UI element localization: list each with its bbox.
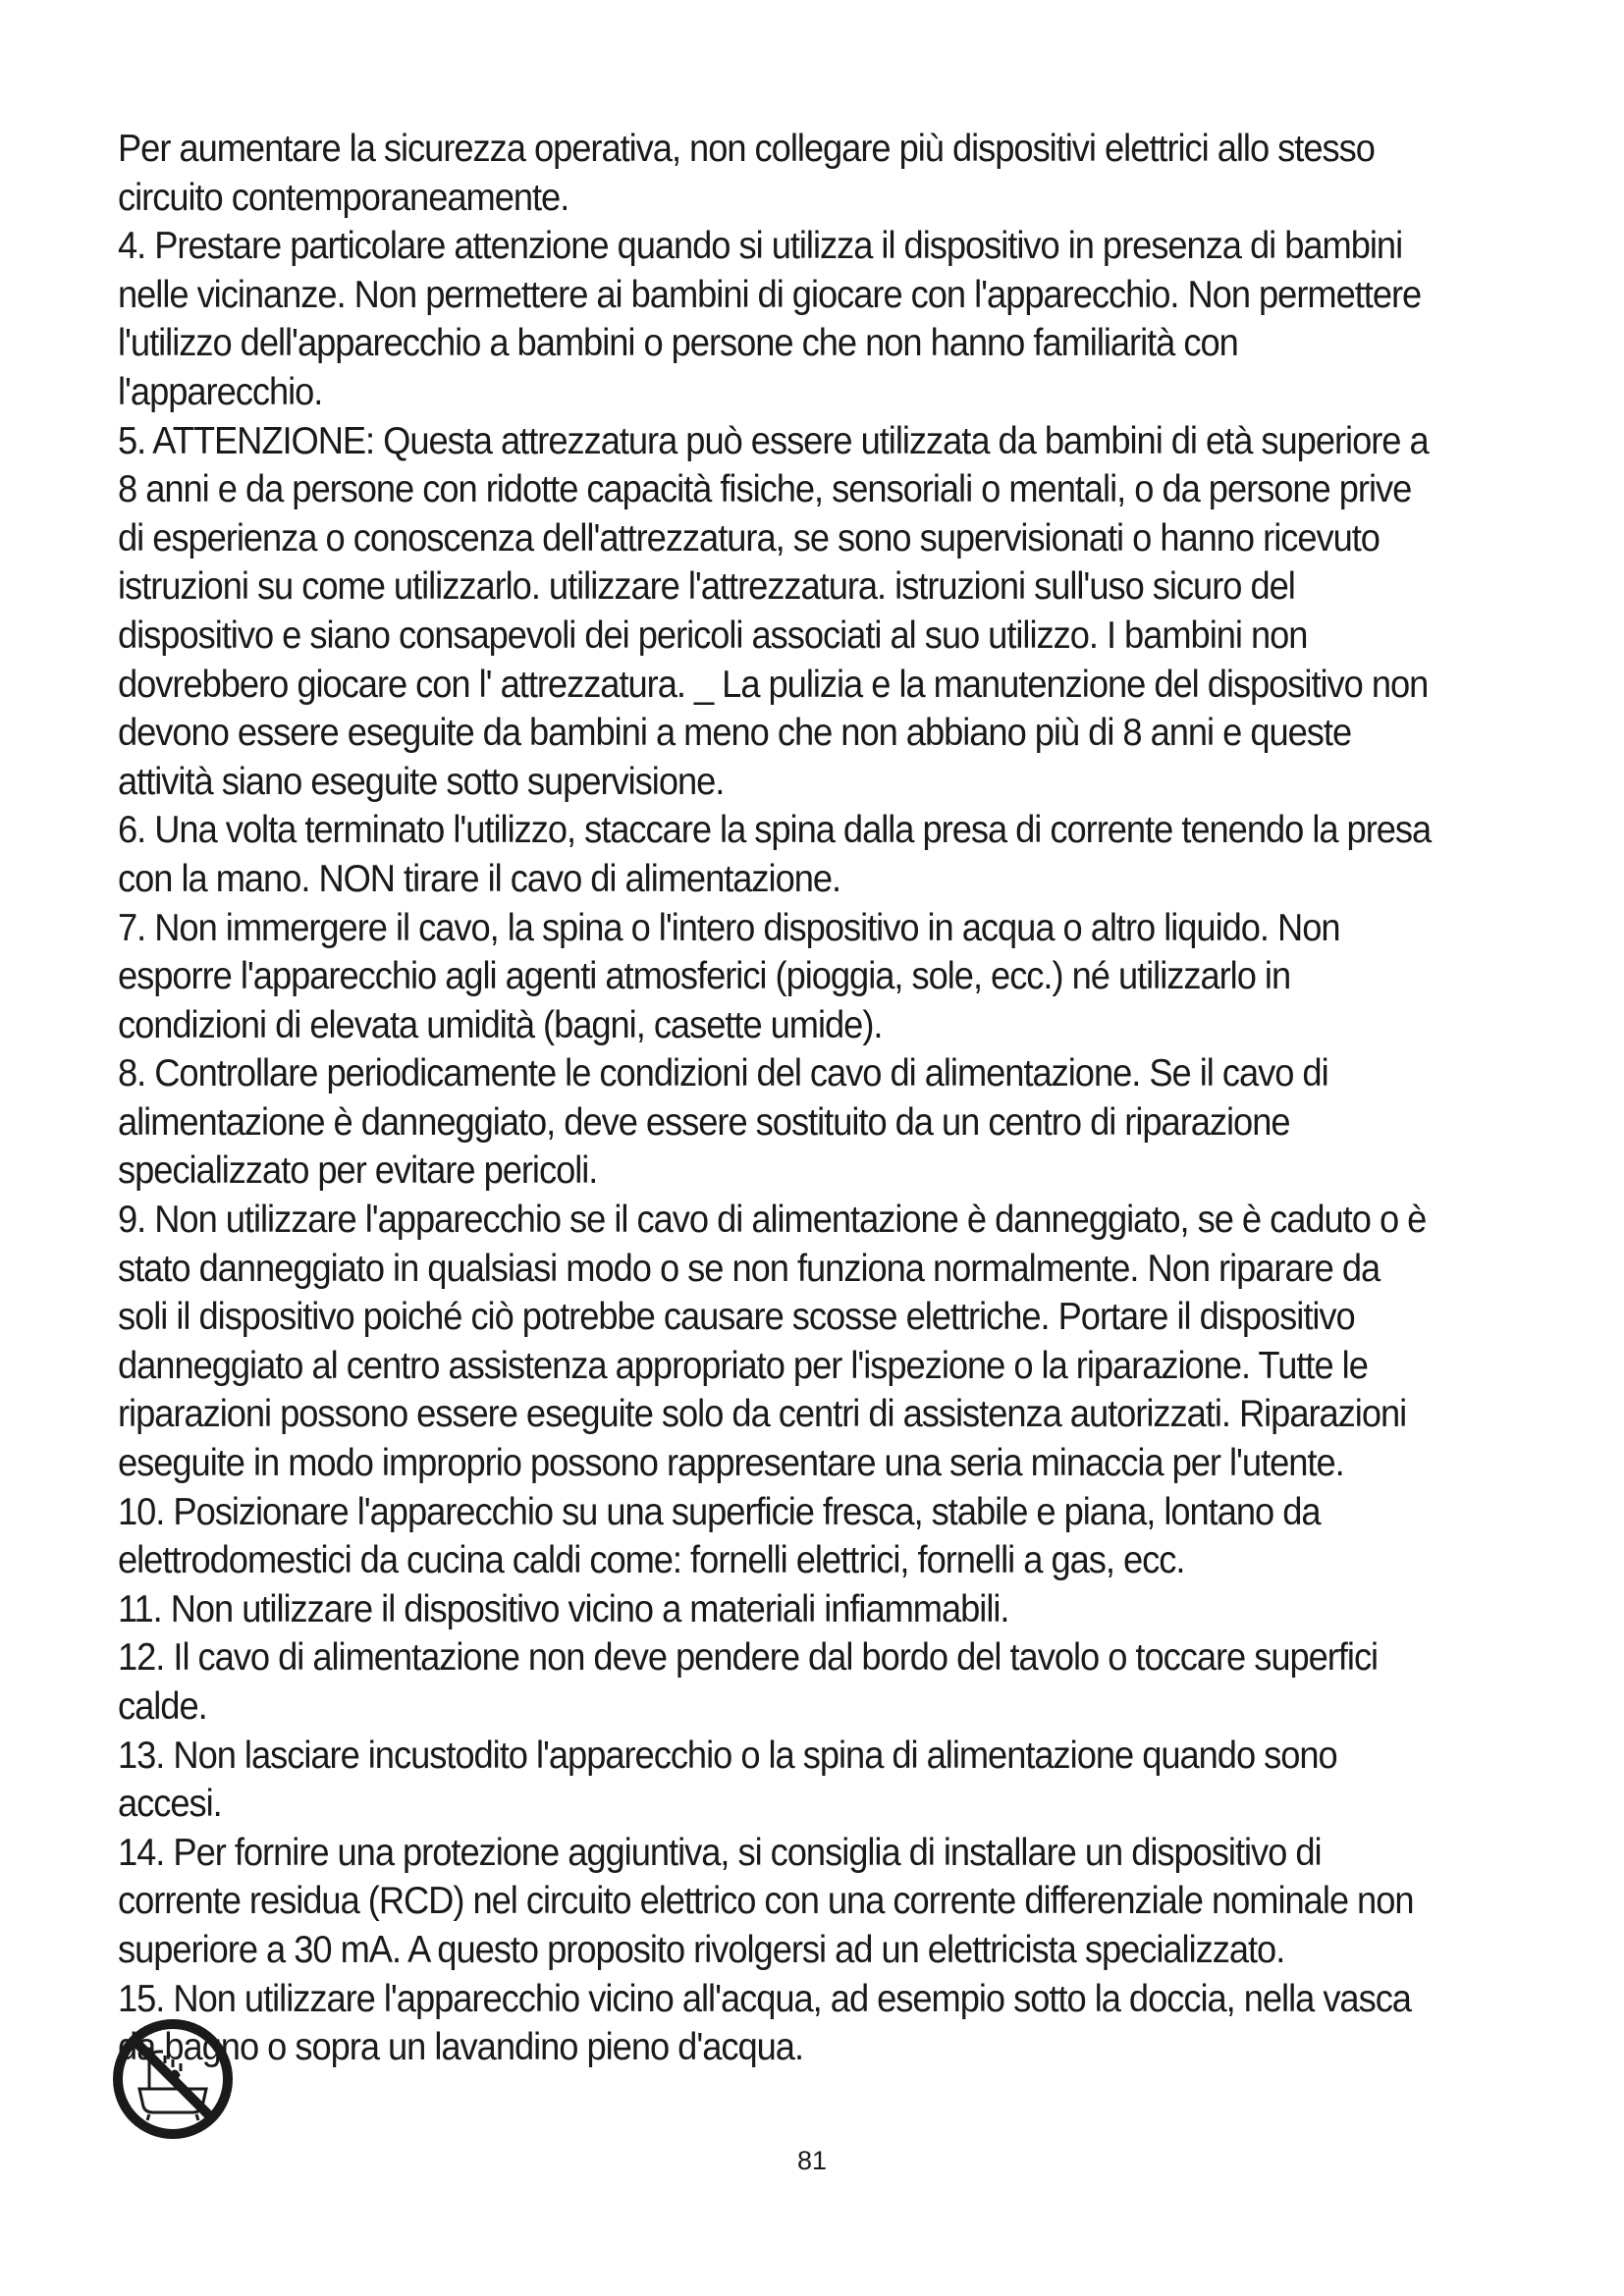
paragraph-item-4: 4. Prestare particolare attenzione quando si utilizza il dispositivo in presenza di bambini nelle vicinanze. Non permettere ai bambini di giocare con l'apparecchio. Non permettere l'utilizzo dell'apparecchio a bambini o persone che non hanno familiarità con l'apparecchio. [118,225,1422,413]
paragraph-item-14: 14. Per fornire una protezione aggiuntiva, si consiglia di installare un dispositivo di corrente residua (RCD) nel circuito elettrico con una corrente differenziale nominale non superiore a 30 mA. A questo proposito rivolgersi ad un elettricista specializzato. [118,1831,1414,1971]
instructions-text [118,125,1433,2072]
paragraph-item-5: 5. ATTENZIONE: Questa attrezzatura può essere utilizzata da bambini di età superiore a 8 anni e da persone con ridotte capacità fisiche, sensoriali o mentali, o da persone prive di esperienza o conoscenza dell'attrezzatura, se sono supervisionati o hanno ricevuto istruzioni su come utilizzarlo. utilizzare l'attrezzatura. istruzioni sull'uso sicuro del dispositivo e siano consapevoli dei pericoli associati al suo utilizzo. I bambini non dovrebbero giocare con l' attrezzatura. _ La pulizia e la manutenzione del dispositivo non devono essere eseguite da bambini a meno che non abbiano più di 8 anni e queste attività siano eseguite sotto supervisione. [118,419,1429,803]
paragraph-item-15: 15. Non utilizzare l'apparecchio vicino all'acqua, ad esempio sotto la doccia, nella vasca da bagno o sopra un lavandino pieno d'acqua. [118,1977,1411,2069]
paragraph-item-11: 11. Non utilizzare il dispositivo vicino a materiali infiammabili. [118,1587,1009,1630]
paragraph-item-6: 6. Una volta terminato l'utilizzo, staccare la spina dalla presa di corrente tenendo la presa con la mano. NON tirare il cavo di alimentazione. [118,809,1432,900]
paragraph-item-9: 9. Non utilizzare l'apparecchio se il cavo di alimentazione è danneggiato, se è caduto o è stato danneggiato in qualsiasi modo o se non funziona normalmente. Non riparare da soli il dispositivo poiché ciò potrebbe causare scosse elettriche. Portare il dispositivo danneggiato al centro assistenza appropriato per l'ispezione o la riparazione. Tutte le riparazioni possono essere eseguite solo da centri di assistenza autorizzati. Riparazioni eseguite in modo improprio possono rappresentare una seria minaccia per l'utente. [118,1199,1427,1485]
paragraph-item-8: 8. Controllare periodicamente le condizioni del cavo di alimentazione. Se il cavo di alimentazione è danneggiato, deve essere sostituito da un centro di riparazione specializzato per evitare pericoli. [118,1052,1328,1193]
paragraph-intro: Per aumentare la sicurezza operativa, non collegare più dispositivi elettrici allo stesso circuito contemporaneamente. [118,128,1375,219]
no-water-use-icon [110,2016,236,2142]
prohibition-slash [134,2040,212,2118]
paragraph-item-10: 10. Posizionare l'apparecchio su una superficie fresca, stabile e piana, lontano da elettrodomestici da cucina caldi come: fornelli elettrici, fornelli a gas, ecc. [118,1490,1321,1582]
page-number: 81 [796,2146,828,2175]
paragraph-item-12: 12. Il cavo di alimentazione non deve pendere dal bordo del tavolo o toccare superfici calde. [118,1636,1379,1728]
paragraph-item-13: 13. Non lasciare incustodito l'apparecchio o la spina di alimentazione quando sono accesi. [118,1734,1337,1826]
paragraph-item-7: 7. Non immergere il cavo, la spina o l'intero dispositivo in acqua o altro liquido. Non esporre l'apparecchio agli agenti atmosferici (pioggia, sole, ecc.) né utilizzarlo in condizioni di elevata umidità (bagni, casette umide). [118,906,1340,1046]
